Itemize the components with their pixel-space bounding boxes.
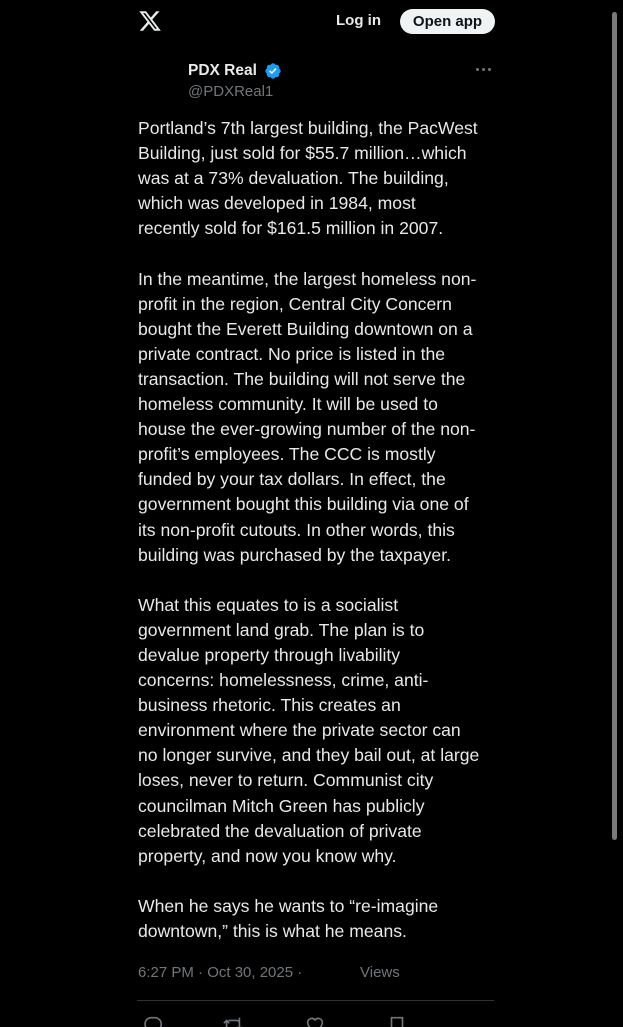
- text-line: celebrated the devaluation of private: [138, 820, 422, 841]
- text-line: property, and now you know why.: [138, 845, 397, 866]
- tweet-paragraph: [138, 894, 498, 944]
- text-line: business rhetoric. This creates an: [138, 695, 401, 716]
- verified-badge-icon: [264, 62, 282, 80]
- text-line: devalue property through livability: [138, 644, 401, 665]
- tweet-paragraph: [138, 267, 498, 568]
- like-icon[interactable]: [304, 1014, 326, 1027]
- text-line: In the meantime, the largest homeless non-: [138, 268, 477, 289]
- top-bar: [0, 0, 623, 44]
- text-line: building was purchased by the taxpayer.: [138, 544, 451, 565]
- text-line: its non-profit cutouts. In other words, this: [138, 519, 455, 540]
- text-line: transaction. The building will not serve the: [138, 368, 466, 389]
- text-line: environment where the private sector can: [138, 720, 461, 741]
- text-line: When he says he wants to “re-imagine: [138, 895, 439, 916]
- text-line: profit in the region, Central City Concern: [138, 293, 452, 314]
- text-line: homeless community. It will be used to: [138, 394, 438, 415]
- text-line: government bought this building via one of: [138, 494, 469, 515]
- text-line: recently sold for $161.5 million in 2007.: [138, 218, 444, 239]
- text-line: What this equates to is a socialist: [138, 594, 399, 615]
- text-line: councilman Mitch Green has publicly: [138, 795, 425, 816]
- text-line: which was developed in 1984, most: [138, 193, 416, 214]
- text-line: no longer survive, and they bail out, at large: [138, 745, 480, 766]
- text-line: downtown,” this is what he means.: [138, 921, 407, 941]
- divider: [137, 1000, 494, 1001]
- reply-icon[interactable]: [142, 1014, 164, 1027]
- tweet-paragraph: [138, 593, 498, 869]
- author-handle[interactable]: @PDXReal1: [188, 82, 274, 100]
- bookmark-icon[interactable]: [386, 1014, 408, 1027]
- tweet-text: [138, 116, 498, 969]
- text-line: private contract. No price is listed in the: [138, 343, 446, 364]
- x-logo-icon[interactable]: [138, 9, 162, 33]
- text-line: loses, never to return. Communist city: [138, 770, 434, 791]
- tweet-paragraph: [138, 116, 498, 241]
- more-options-icon[interactable]: [474, 63, 494, 77]
- text-line: funded by your tax dollars. In effect, the: [138, 469, 446, 490]
- retweet-icon[interactable]: [222, 1014, 244, 1027]
- log-in-link[interactable]: Log in: [336, 12, 381, 29]
- text-line: bought the Everett Building downtown on a: [138, 318, 473, 339]
- open-app-button[interactable]: Open app: [400, 9, 495, 34]
- text-line: house the ever-growing number of the non-: [138, 419, 476, 440]
- text-line: Building, just sold for $55.7 million…which: [138, 143, 467, 164]
- text-line: profit’s employees. The CCC is mostly: [138, 444, 436, 465]
- text-line: Portland’s 7th largest building, the PacWest: [138, 118, 478, 138]
- author-name[interactable]: PDX Real: [188, 61, 257, 79]
- scrollbar[interactable]: [612, 12, 617, 840]
- tweet-timestamp[interactable]: 6:27 PM · Oct 30, 2025 ·: [138, 964, 303, 981]
- tweet-views: Views: [360, 964, 400, 981]
- text-line: concerns: homelessness, crime, anti-: [138, 670, 429, 691]
- tweet-author: [188, 60, 282, 102]
- text-line: government land grab. The plan is to: [138, 619, 425, 640]
- text-line: was at a 73% devaluation. The building,: [138, 168, 449, 189]
